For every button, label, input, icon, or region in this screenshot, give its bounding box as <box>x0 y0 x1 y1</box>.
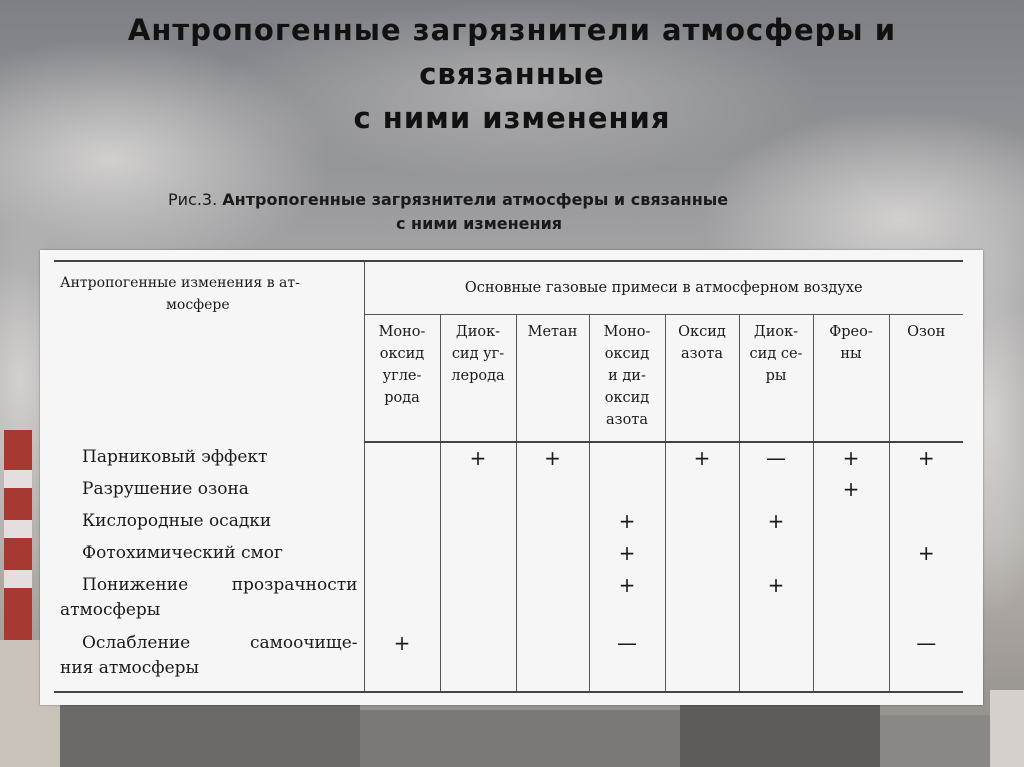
table-cell <box>516 628 589 692</box>
row-label <box>54 570 364 628</box>
table-cell <box>665 538 739 570</box>
table-row <box>54 538 963 570</box>
table-cell <box>665 570 739 628</box>
table-cell <box>440 628 516 692</box>
table-cell: + <box>364 628 440 692</box>
gas-header <box>665 315 739 443</box>
row-label-line: атмосферы <box>60 600 161 620</box>
table-cell <box>516 474 589 506</box>
row-label-line: Ослабление самоочище- <box>82 633 358 653</box>
table-cell <box>364 474 440 506</box>
gas-header-line: угле- <box>382 368 422 384</box>
table-cell <box>589 474 665 506</box>
table-cell: — <box>739 442 813 474</box>
table-cell <box>589 442 665 474</box>
gas-header-line: Озон <box>907 324 946 340</box>
row-label <box>54 628 364 692</box>
table-cell <box>665 628 739 692</box>
caption-title-cont: с ними изменения <box>396 214 563 233</box>
table-body <box>54 442 963 692</box>
table-cell <box>813 538 889 570</box>
table-cell <box>364 570 440 628</box>
table-cell: + <box>440 442 516 474</box>
table-cell <box>364 442 440 474</box>
table-row <box>54 506 963 538</box>
table-cell: + <box>917 446 935 470</box>
gas-header-line: Фрео- <box>829 324 873 340</box>
corner-header-line: мосфере <box>166 297 230 313</box>
slide-title-line: Антропогенные загрязнители атмосферы и <box>127 13 897 47</box>
table-cell <box>889 570 963 628</box>
table-cell <box>813 570 889 628</box>
table-cell: + <box>739 570 813 628</box>
gas-header <box>364 315 440 443</box>
gas-header-line: оксид <box>379 346 425 362</box>
table-cell <box>665 506 739 538</box>
gas-header <box>813 315 889 443</box>
table-cell: + <box>813 442 889 474</box>
gas-header-line: ны <box>840 346 862 362</box>
gas-header-line: лерода <box>451 368 505 384</box>
table-cell <box>440 474 516 506</box>
table-cell: + <box>516 442 589 474</box>
table-cell <box>364 506 440 538</box>
gas-header-line: рода <box>384 390 420 406</box>
row-label-line: Разрушение озона <box>82 479 249 499</box>
gas-header-line: Метан <box>527 324 578 340</box>
table-cell <box>516 506 589 538</box>
row-label <box>54 474 364 506</box>
table-sheet <box>40 250 983 705</box>
table-cell <box>813 506 889 538</box>
table-cell <box>739 538 813 570</box>
table-cell <box>813 628 889 692</box>
table-cell: + <box>813 474 889 506</box>
table-row <box>54 628 963 692</box>
table-row <box>54 474 963 506</box>
gas-header-line: Диок- <box>455 324 501 340</box>
gas-header <box>889 315 963 443</box>
gas-header <box>589 315 665 443</box>
corner-header <box>54 261 364 442</box>
table-cell <box>739 474 813 506</box>
row-label-line: Парниковый эффект <box>82 447 268 467</box>
table-cell <box>516 570 589 628</box>
row-label <box>54 506 364 538</box>
row-label-line: Кислородные осадки <box>82 511 272 531</box>
row-label <box>54 442 364 474</box>
row-label-line: Понижение прозрачности <box>82 575 358 595</box>
table-row <box>54 442 963 474</box>
table-cell <box>889 474 963 506</box>
caption-title: Антропогенные загрязнители атмосферы и связанные <box>222 190 729 209</box>
corner-header-line: Антропогенные изменения в ат- <box>60 275 300 291</box>
gas-header-line: азота <box>606 412 648 428</box>
table-cell: + <box>589 506 665 538</box>
gas-header <box>739 315 813 443</box>
gas-header <box>516 315 589 443</box>
row-label <box>54 538 364 570</box>
main-header: Основные газовые примеси в атмосферном воздухе <box>364 261 963 315</box>
gas-header-line: оксид <box>604 390 650 406</box>
gas-header <box>440 315 516 443</box>
gas-header-line: и ди- <box>608 368 646 384</box>
gas-header-line: сид уг- <box>451 346 505 362</box>
slide-title <box>0 8 1024 140</box>
table-cell <box>440 570 516 628</box>
table-cell: — <box>889 628 963 692</box>
table-cell: + <box>589 538 665 570</box>
table-cell <box>516 538 589 570</box>
row-label-line: Фотохимический смог <box>82 543 283 563</box>
gas-header-line: азота <box>681 346 723 362</box>
gas-header-line: оксид <box>604 346 650 362</box>
gas-header-line: Моно- <box>378 324 426 340</box>
table-cell <box>440 538 516 570</box>
figure-caption <box>168 188 868 236</box>
table-cell <box>665 474 739 506</box>
table-cell <box>739 628 813 692</box>
gas-header-line: Моно- <box>603 324 651 340</box>
table-cell: + <box>917 541 935 565</box>
gas-header-line: сид се- <box>749 346 803 362</box>
table-row <box>54 570 963 628</box>
caption-prefix: Рис.3. <box>168 190 218 209</box>
pollutants-table <box>54 260 963 693</box>
table-cell: + <box>739 506 813 538</box>
row-label-line: ния атмосферы <box>60 658 200 678</box>
table-cell: + <box>665 442 739 474</box>
table-cell: — <box>589 628 665 692</box>
gas-header-line: Диок- <box>753 324 799 340</box>
gas-header-line: ры <box>765 368 787 384</box>
table-cell <box>440 506 516 538</box>
table-cell <box>364 538 440 570</box>
slide-title-line: связанные <box>419 57 605 91</box>
table-cell: + <box>589 570 665 628</box>
gas-header-line: Оксид <box>678 324 726 340</box>
slide-title-line: с ними изменения <box>353 101 671 135</box>
table-cell <box>889 506 963 538</box>
